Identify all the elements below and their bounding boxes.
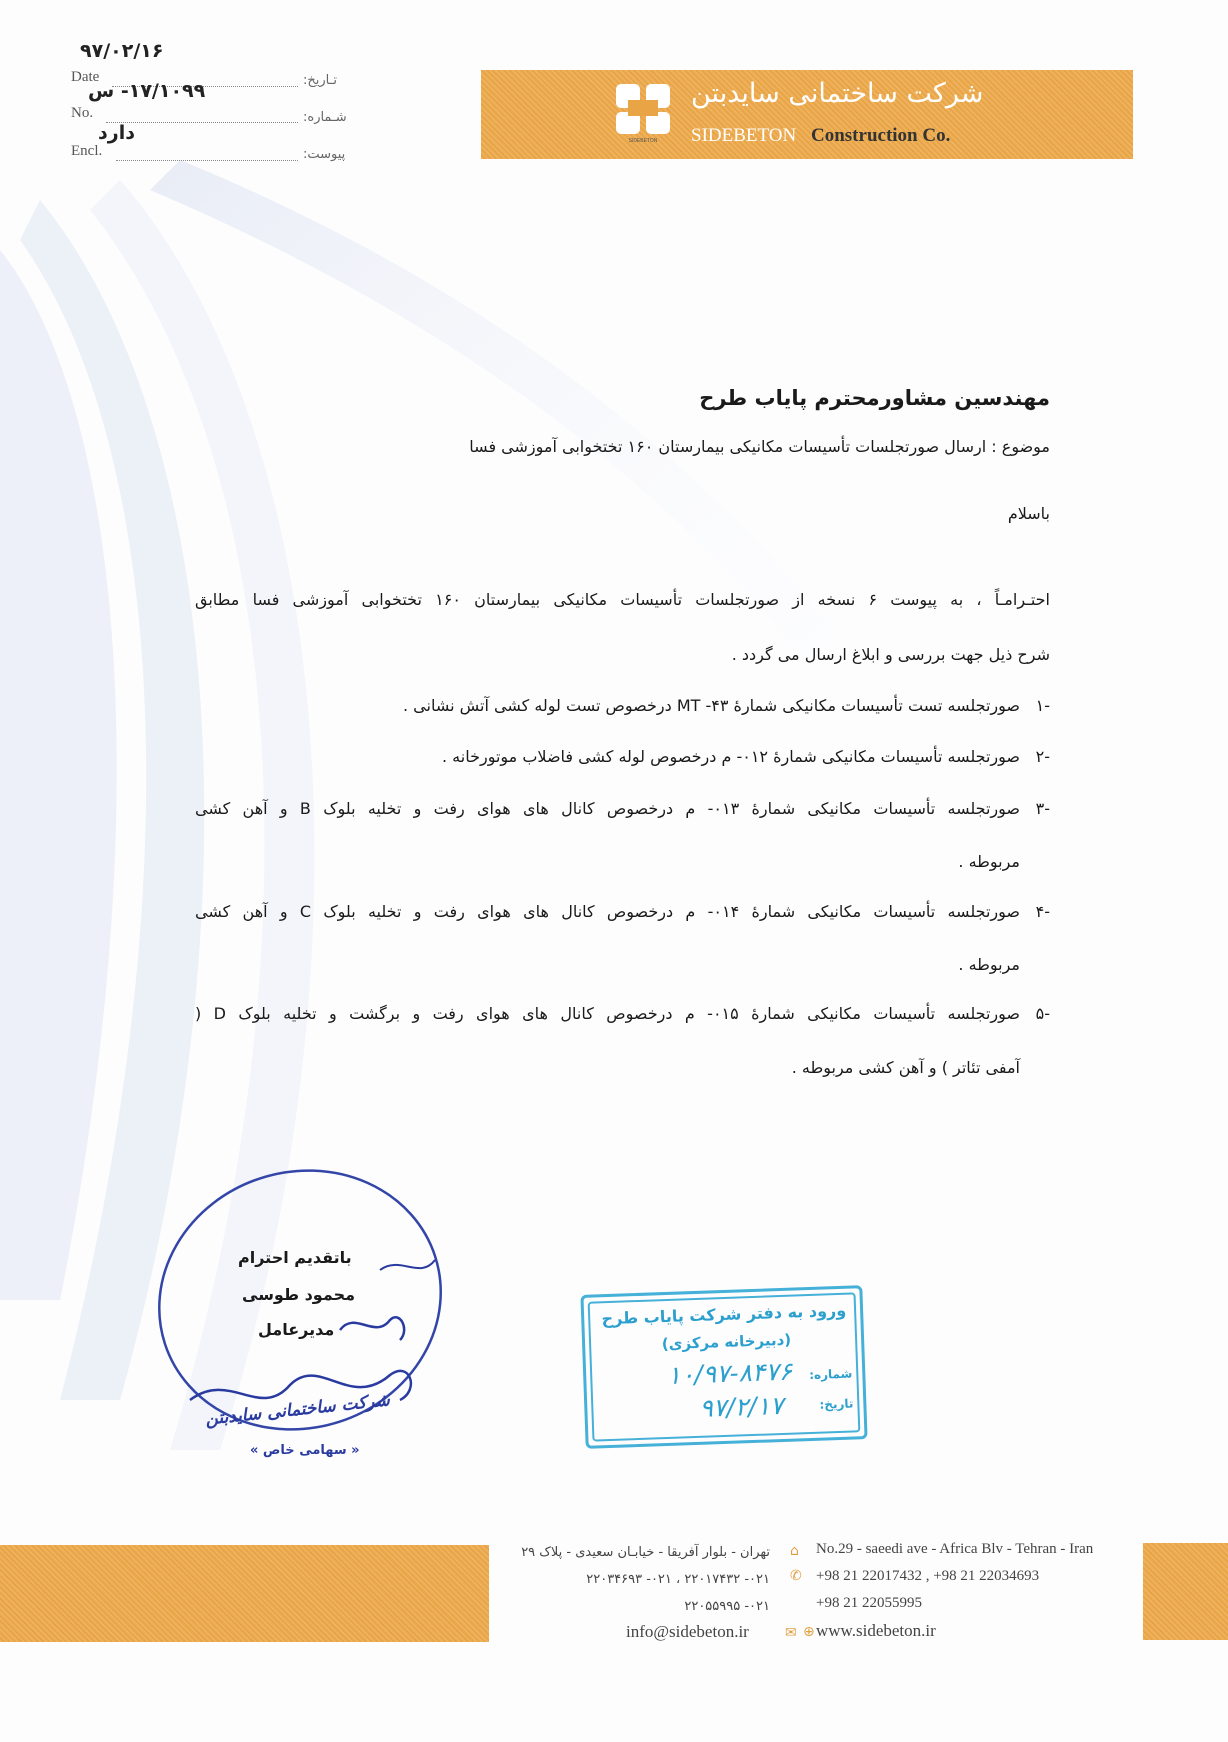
item-number: ۱- [1035, 696, 1050, 715]
list-item: صورتجلسه تست تأسیسات مکانیکی شمارهٔ ۴۳- MT درخصوص تست لوله کشی آتش نشانی . [402, 696, 1020, 715]
footer-email[interactable]: info@sidebeton.ir [626, 1622, 749, 1641]
stamp-number-value: ۱۰/۹۷-۸۴۷۶ [666, 1356, 793, 1390]
list-item-continuation: مربوطه . [958, 955, 1020, 974]
footer-address-fa: تهران - بلوار آفریقا - خیابـان سعیدی - پلاک ۲۹ [521, 1545, 770, 1560]
item-number: ۲- [1035, 747, 1050, 766]
footer [490, 1535, 1140, 1645]
handwritten-date: ۹۷/۰۲/۱۶ [80, 40, 164, 62]
company-name-en: SIDEBETON [691, 125, 797, 146]
stamp-title: ورود به دفتر شرکت پایاب طرح [601, 1300, 847, 1329]
closing: باتقدیم احترام [238, 1248, 352, 1267]
footer-accent-bar-right [1143, 1543, 1228, 1640]
signatory-name: محمود طوسی [242, 1285, 355, 1304]
handwritten-enclosure: دارد [98, 122, 135, 144]
item-number: ۴- [1035, 902, 1050, 921]
list-item-continuation: آمفی تئاتر ) و آهن کشی مربوطه . [791, 1058, 1020, 1077]
signatory-title: مدیرعامل [258, 1320, 335, 1339]
list-item: صورتجلسه تأسیسات مکانیکی شمارهٔ ۰۱۳- م درخصوص کانال های هوای رفت و تخلیه بلوک B و آهن کشی [195, 799, 1021, 818]
list-item: صورتجلسه تأسیسات مکانیکی شمارهٔ ۰۱۲- م درخصوص لوله کشی فاضلاب موتورخانه . [442, 747, 1020, 766]
item-number: ۳- [1035, 799, 1050, 818]
stamp-date-value: ۹۷/۲/۱۷ [698, 1390, 784, 1423]
logo-caption: SIDEBETON [628, 138, 658, 144]
list-item-continuation: مربوطه . [958, 852, 1020, 871]
recipient: مهندسین مشاورمحترم پایاب طرح [699, 386, 1050, 410]
item-number: ۵- [1035, 1004, 1050, 1023]
phone-icon: ✆ [790, 1568, 802, 1584]
stamp-number-label: شماره: [808, 1366, 853, 1383]
company-name-fa: شرکت ساختمانی سایدبتن [691, 78, 984, 109]
date-label-fa: تـاریخ: [303, 73, 338, 88]
list-item: صورتجلسه تأسیسات مکانیکی شمارهٔ ۰۱۵- م درخصوص کانال های هوای رفت و برگشت و تخلیه بلوک D ( [195, 1004, 1021, 1023]
footer-phones-fa: ۰۲۱- ۲۲۰۱۷۴۳۲ ، ۰۲۱- ۲۲۰۳۴۶۹۳ [586, 1572, 770, 1587]
footer-phones-en: +98 21 22017432 , +98 21 22034693 [816, 1568, 1040, 1584]
footer-accent-bar-left [0, 1545, 489, 1642]
footer-fax-en: +98 21 22055995 [816, 1595, 922, 1611]
enclosure-label-fa: پیوست: [303, 147, 346, 162]
footer-address-en: No.29 - saeedi ave - Africa Blv - Tehran - Iran [816, 1541, 1094, 1557]
footer-fax-fa: ۰۲۱- ۲۲۰۵۵۹۹۵ [684, 1599, 770, 1614]
footer-website[interactable]: www.sidebeton.ir [816, 1621, 936, 1640]
company-name-en-suffix: Construction Co. [811, 125, 951, 146]
date-label-en: Date [71, 69, 100, 85]
email-icon: ✉ [785, 1625, 797, 1641]
enclosure-label-en: Encl. [71, 143, 103, 159]
handwritten-number: ۱۷/۱۰۹۹- س [88, 80, 206, 102]
subject-line: موضوع : ارسال صورتجلسات تأسیسات مکانیکی بیمارستان ۱۶۰ تختخوابی آموزشی فسا [469, 437, 1050, 456]
stamp-date-label: تاریخ: [819, 1396, 854, 1412]
intro-paragraph-line: احتـرامـاً ، به پیوست ۶ نسخه از صورتجلسات تأسیسات مکانیکی بیمارستان ۱۶۰ تختخوابی آموزشی فسا مطابق [195, 590, 1051, 609]
greeting: باسلام [1007, 504, 1050, 523]
number-label-en: No. [71, 105, 94, 121]
home-icon: ⌂ [790, 1543, 799, 1559]
received-stamp [580, 1285, 867, 1449]
signature-block [150, 1160, 480, 1490]
seal-note: « سهامی خاص » [250, 1443, 360, 1458]
seal-company-name: شرکت ساختمانی سایدبتن [204, 1390, 391, 1430]
list-item: صورتجلسه تأسیسات مکانیکی شمارهٔ ۰۱۴- م درخصوص کانال های هوای رفت و تخلیه بلوک C و آهن کشی [195, 902, 1020, 921]
number-label-fa: شـماره: [303, 110, 347, 125]
intro-paragraph-line: شرح ذیل جهت بررسی و ابلاغ ارسال می گردد . [731, 645, 1050, 664]
stamp-subtitle: (دبیرخانه مرکزی) [661, 1330, 792, 1354]
web-icon: ⊕ [803, 1624, 815, 1640]
